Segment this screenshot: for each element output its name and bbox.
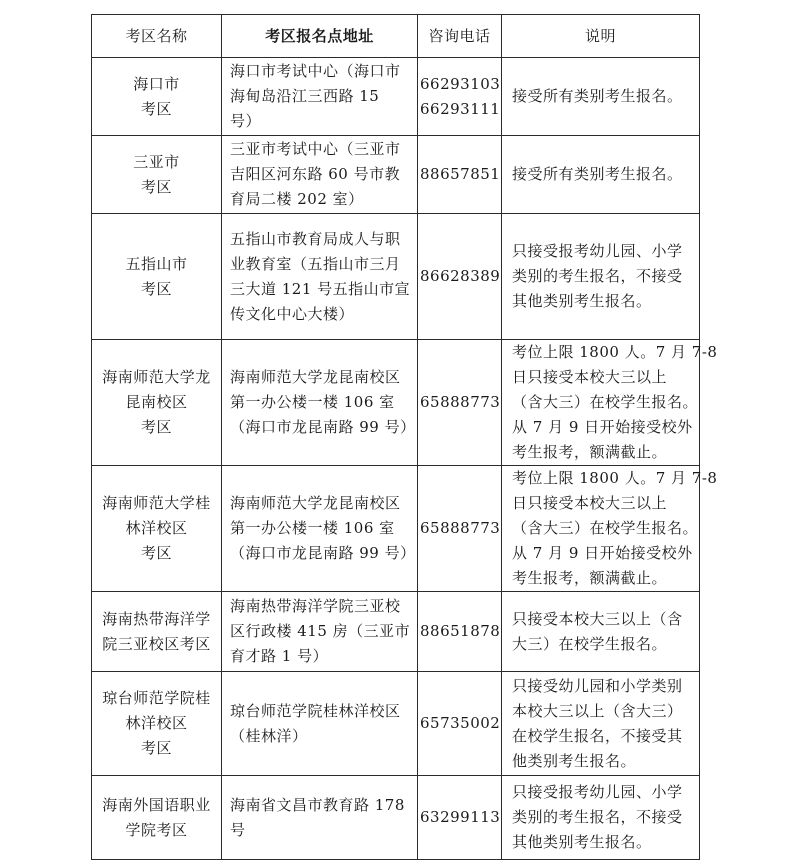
note-cell [502, 592, 700, 672]
note-line: 其他类别考生报名。 [512, 292, 652, 310]
area-name-line: 琼台师范学院桂 [102, 689, 211, 707]
address-line: 海南师范大学龙昆南校区 [230, 494, 401, 512]
address-line: 吉阳区河东路 60 号市教 [230, 165, 401, 183]
exam-area-table [91, 14, 718, 860]
area-name-line: 学院考区 [125, 820, 188, 839]
area-name-cell [92, 776, 222, 860]
table-body [92, 58, 718, 860]
phone-line: 65888773 [420, 519, 501, 537]
note-line: 类别的考生报名，不接受 [512, 808, 683, 826]
address-line: 业教育室（五指山市三月 [230, 254, 401, 273]
area-name-line: 三亚市 [133, 152, 180, 171]
note-cell [502, 466, 718, 592]
area-name-cell [92, 340, 222, 466]
phone-cell [418, 136, 502, 214]
address-line: （海口市龙昆南路 99 号） [230, 544, 416, 562]
phone-cell [418, 214, 502, 340]
note-line: 考生报考，额满截止。 [512, 443, 668, 461]
phone-cell [418, 672, 502, 776]
note-line: 接受所有类别考生报名。 [512, 87, 683, 105]
note-cell [502, 776, 700, 860]
address-line: （桂林洋） [230, 726, 308, 745]
area-name-cell [92, 136, 222, 214]
area-name-cell [92, 672, 222, 776]
address-line: 海南省文昌市教育路 178 [230, 795, 405, 814]
area-name-cell [92, 592, 222, 672]
address-cell [222, 340, 418, 466]
area-name-line: 考区 [140, 739, 172, 757]
address-line: 三大道 121 号五指山市宣 [230, 279, 411, 298]
address-line: 海甸岛沿江三西路 15 [230, 87, 380, 105]
note-line: 本校大三以上（含大三） [512, 701, 683, 720]
address-cell [222, 136, 418, 214]
table-row [92, 592, 700, 672]
phone-line: 88657851 [420, 165, 501, 183]
note-line: 考生报考，额满截止。 [512, 569, 668, 587]
note-line: 只接受报考幼儿园、小学 [512, 783, 683, 801]
table-row [92, 214, 700, 340]
address-line: 传文化中心大楼） [230, 304, 355, 323]
note-line: 类别的考生报名，不接受 [512, 267, 683, 285]
note-cell [502, 58, 700, 136]
phone-cell [418, 466, 502, 592]
phone-line: 86628389 [420, 267, 501, 285]
area-name-cell [92, 58, 222, 136]
address-line: 海南热带海洋学院三亚校 [230, 597, 401, 615]
address-line: 区行政楼 415 房（三亚市 [230, 622, 411, 640]
table-row [92, 466, 700, 592]
address-line: 号） [230, 112, 262, 130]
phone-line: 65735002 [420, 714, 501, 732]
area-name-line: 海南外国语职业 [102, 795, 211, 814]
area-name-cell [92, 214, 222, 340]
area-name-line: 海南热带海洋学 [102, 609, 211, 628]
area-name-line: 考区 [140, 544, 172, 562]
address-line: 育局二楼 202 室） [230, 190, 364, 208]
header-phone: 咨询电话 [418, 15, 502, 58]
area-name-line: 昆南校区 [125, 393, 188, 411]
address-cell [222, 214, 418, 340]
note-cell [502, 672, 700, 776]
area-name-cell [92, 466, 222, 592]
table-row [92, 776, 700, 860]
address-line: 五指山市教育局成人与职 [230, 229, 401, 248]
table-row [92, 672, 700, 776]
phone-cell [418, 776, 502, 860]
header-note: 说明 [502, 15, 700, 58]
area-name-line: 林洋校区 [125, 714, 188, 732]
address-line: 第一办公楼一楼 106 室 [230, 519, 395, 537]
header-address: 考区报名点地址 [222, 15, 418, 58]
area-name-line: 海口市 [133, 74, 180, 93]
header-area-name: 考区名称 [92, 15, 222, 58]
note-line: （含大三）在校学生报名。 [512, 393, 699, 411]
note-line: 只接受报考幼儿园、小学 [512, 242, 683, 260]
phone-line: 63299113 [420, 808, 501, 826]
address-line: 海口市考试中心（海口市 [230, 62, 401, 80]
address-cell [222, 466, 418, 592]
area-name-line: 五指山市 [125, 254, 188, 273]
address-line: 海南师范大学龙昆南校区 [230, 368, 401, 386]
address-line: 号 [230, 820, 246, 839]
note-line: 考位上限 1800 人。7 月 7-8 [512, 469, 718, 487]
exam-area-table-container [91, 14, 718, 860]
address-line: 琼台师范学院桂林洋校区 [230, 701, 401, 720]
phone-line: 66293103 [420, 74, 501, 93]
address-cell [222, 58, 418, 136]
phone-cell [418, 58, 502, 136]
area-name-line: 林洋校区 [125, 519, 188, 537]
area-name-line: 考区 [140, 99, 172, 118]
address-line: （海口市龙昆南路 99 号） [230, 418, 416, 436]
phone-line: 65888773 [420, 393, 501, 411]
address-line: 育才路 1 号） [230, 647, 329, 665]
note-line: 只接受幼儿园和小学类别 [512, 676, 683, 695]
phone-line: 88651878 [420, 622, 501, 640]
area-name-line: 考区 [140, 279, 172, 298]
table-row [92, 136, 700, 214]
phone-cell [418, 592, 502, 672]
phone-line: 66293111 [420, 99, 501, 118]
note-line: 考位上限 1800 人。7 月 7-8 [512, 343, 718, 361]
address-cell [222, 672, 418, 776]
note-line: 日只接受本校大三以上 [512, 368, 668, 386]
area-name-line: 考区 [140, 177, 172, 196]
note-line: 接受所有类别考生报名。 [512, 165, 683, 183]
note-line: 从 7 月 9 日开始接受校外 [512, 418, 693, 436]
address-cell [222, 592, 418, 672]
note-line: 从 7 月 9 日开始接受校外 [512, 544, 693, 562]
note-line: （含大三）在校学生报名。 [512, 519, 699, 537]
note-line: 其他类别考生报名。 [512, 833, 652, 851]
address-line: 三亚市考试中心（三亚市 [230, 140, 401, 158]
address-line: 第一办公楼一楼 106 室 [230, 393, 395, 411]
table-row [92, 58, 700, 136]
area-name-line: 考区 [140, 418, 172, 436]
address-cell [222, 776, 418, 860]
note-cell [502, 136, 700, 214]
phone-cell [418, 340, 502, 466]
table-row [92, 340, 700, 466]
area-name-line: 海南师范大学龙 [102, 368, 211, 386]
note-cell [502, 340, 718, 466]
note-line: 大三）在校学生报名。 [512, 634, 668, 653]
note-line: 只接受本校大三以上（含 [512, 609, 683, 628]
note-line: 在校学生报名，不接受其 [512, 726, 683, 745]
area-name-line: 海南师范大学桂 [102, 494, 211, 512]
note-line: 日只接受本校大三以上 [512, 494, 668, 512]
note-cell [502, 214, 700, 340]
note-line: 他类别考生报名。 [512, 751, 637, 770]
area-name-line: 院三亚校区考区 [102, 634, 211, 653]
table-header-row [92, 15, 700, 58]
